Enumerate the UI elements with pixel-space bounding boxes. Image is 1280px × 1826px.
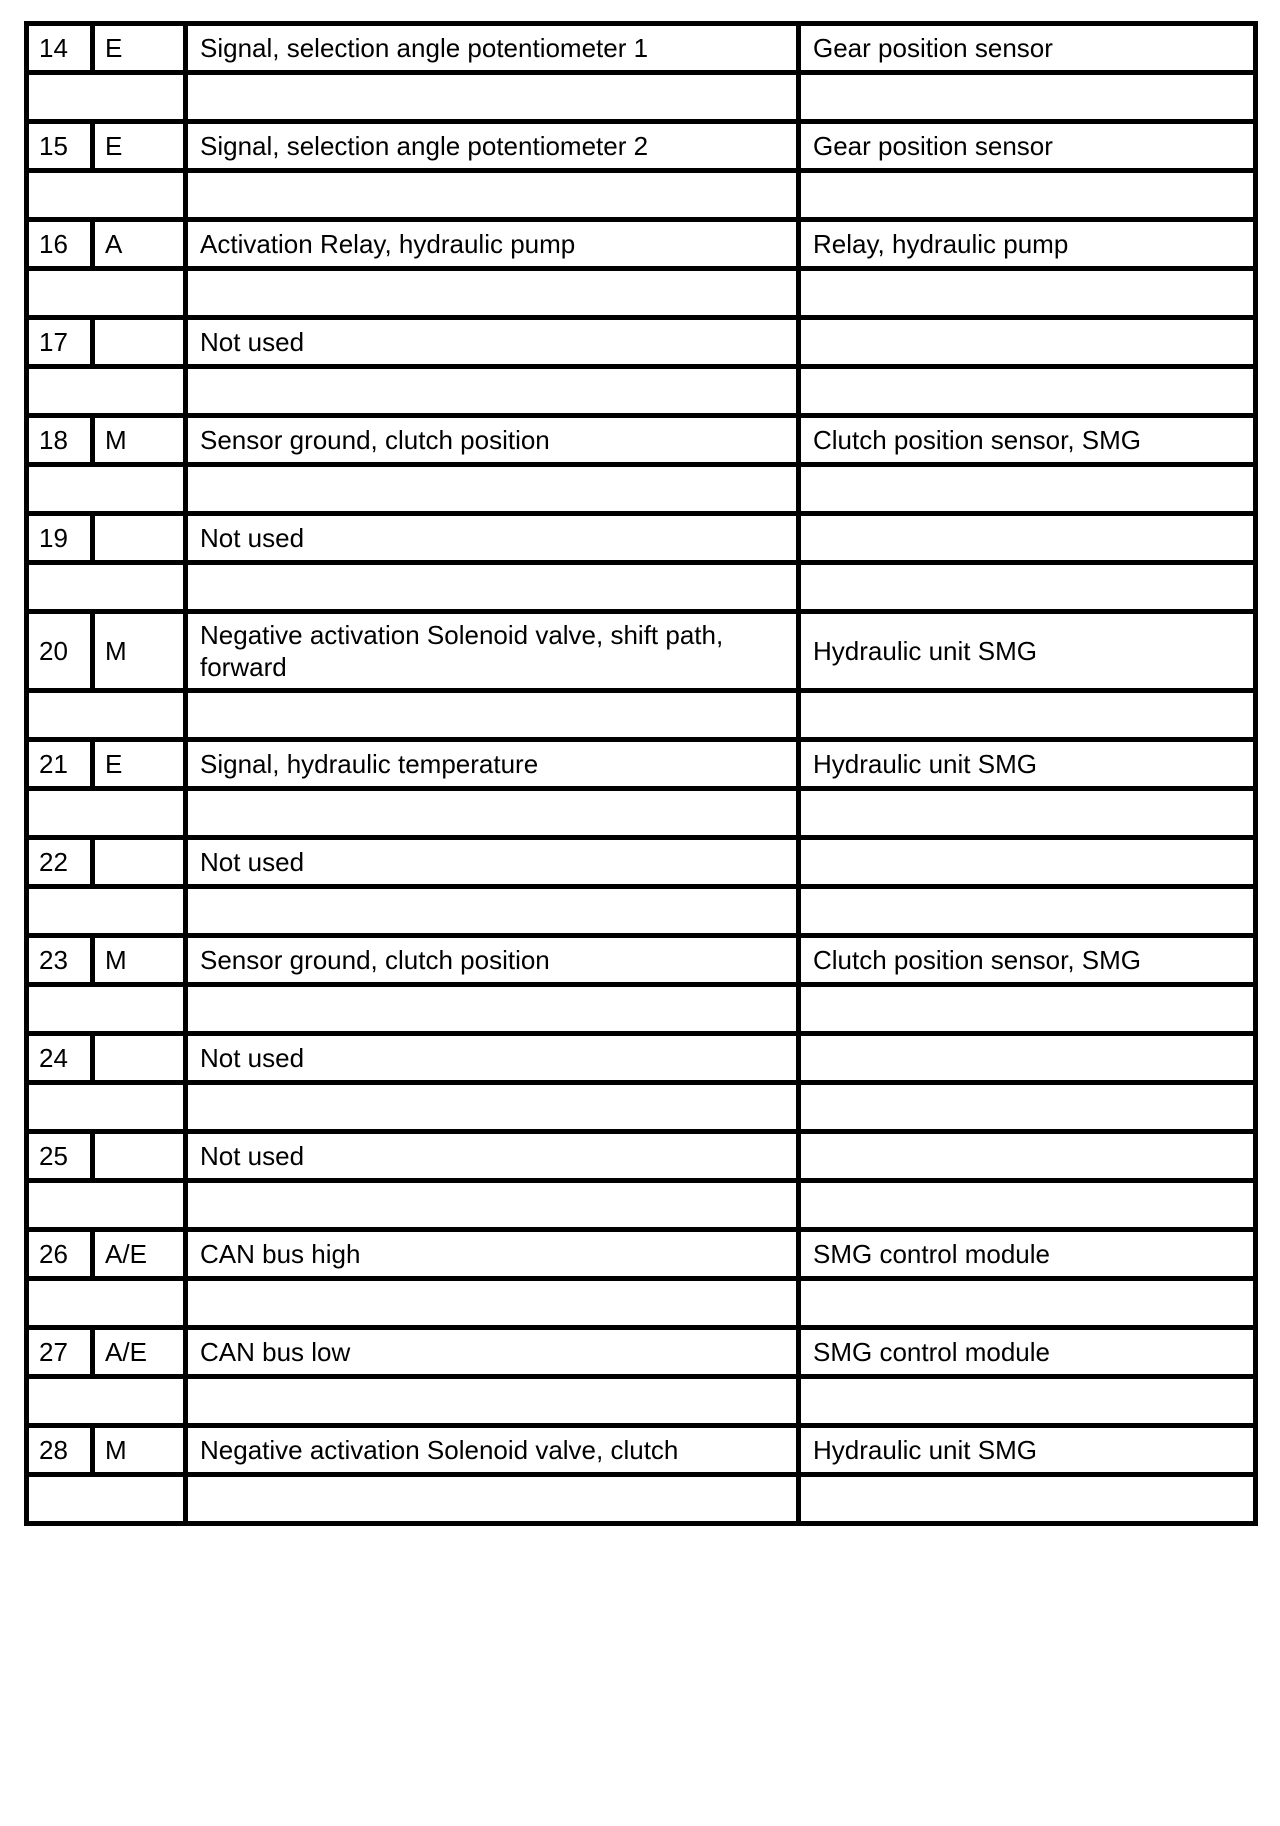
empty-cell bbox=[799, 269, 1256, 318]
signal-type-cell bbox=[93, 838, 186, 887]
description-cell: Not used bbox=[186, 514, 799, 563]
empty-cell bbox=[186, 465, 799, 514]
description-cell: Activation Relay, hydraulic pump bbox=[186, 220, 799, 269]
table-row bbox=[27, 220, 1256, 269]
empty-cell bbox=[27, 367, 186, 416]
table-row bbox=[27, 122, 1256, 171]
description-cell: Not used bbox=[186, 838, 799, 887]
description-cell: Not used bbox=[186, 318, 799, 367]
spacer-row bbox=[27, 269, 1256, 318]
component-cell: Hydraulic unit SMG bbox=[799, 612, 1256, 691]
component-cell: Gear position sensor bbox=[799, 24, 1256, 73]
spacer-row bbox=[27, 367, 1256, 416]
component-cell bbox=[799, 1034, 1256, 1083]
table-row bbox=[27, 740, 1256, 789]
empty-cell bbox=[27, 985, 186, 1034]
signal-type-cell: A bbox=[93, 220, 186, 269]
spacer-row bbox=[27, 985, 1256, 1034]
empty-cell bbox=[27, 73, 186, 122]
empty-cell bbox=[799, 789, 1256, 838]
empty-cell bbox=[186, 563, 799, 612]
signal-type-cell: A/E bbox=[93, 1328, 186, 1377]
component-cell: Hydraulic unit SMG bbox=[799, 1426, 1256, 1475]
spacer-row bbox=[27, 691, 1256, 740]
description-cell: Negative activation Solenoid valve, clutch bbox=[186, 1426, 799, 1475]
empty-cell bbox=[27, 1279, 186, 1328]
component-cell: SMG control module bbox=[799, 1230, 1256, 1279]
empty-cell bbox=[186, 691, 799, 740]
signal-type-cell bbox=[93, 318, 186, 367]
pin-number-cell: 23 bbox=[27, 936, 93, 985]
spacer-row bbox=[27, 563, 1256, 612]
empty-cell bbox=[27, 789, 186, 838]
pin-number-cell: 21 bbox=[27, 740, 93, 789]
empty-cell bbox=[799, 171, 1256, 220]
spacer-row bbox=[27, 1279, 1256, 1328]
signal-type-cell: M bbox=[93, 1426, 186, 1475]
table-row bbox=[27, 1034, 1256, 1083]
empty-cell bbox=[27, 171, 186, 220]
empty-cell bbox=[186, 1377, 799, 1426]
table-row bbox=[27, 318, 1256, 367]
spacer-row bbox=[27, 789, 1256, 838]
empty-cell bbox=[27, 1083, 186, 1132]
spacer-row bbox=[27, 465, 1256, 514]
description-cell: Sensor ground, clutch position bbox=[186, 416, 799, 465]
empty-cell bbox=[27, 1475, 186, 1524]
description-cell: Not used bbox=[186, 1034, 799, 1083]
empty-cell bbox=[27, 691, 186, 740]
description-cell: Signal, selection angle potentiometer 1 bbox=[186, 24, 799, 73]
empty-cell bbox=[186, 269, 799, 318]
component-cell: Clutch position sensor, SMG bbox=[799, 416, 1256, 465]
pin-number-cell: 15 bbox=[27, 122, 93, 171]
table-row bbox=[27, 1328, 1256, 1377]
spacer-row bbox=[27, 171, 1256, 220]
table-row bbox=[27, 514, 1256, 563]
empty-cell bbox=[186, 1181, 799, 1230]
pin-number-cell: 25 bbox=[27, 1132, 93, 1181]
pin-number-cell: 28 bbox=[27, 1426, 93, 1475]
component-cell: Gear position sensor bbox=[799, 122, 1256, 171]
table-row bbox=[27, 612, 1256, 691]
table-row bbox=[27, 838, 1256, 887]
empty-cell bbox=[799, 1377, 1256, 1426]
spacer-row bbox=[27, 887, 1256, 936]
empty-cell bbox=[186, 887, 799, 936]
description-cell: Signal, hydraulic temperature bbox=[186, 740, 799, 789]
empty-cell bbox=[27, 1377, 186, 1426]
empty-cell bbox=[799, 1083, 1256, 1132]
pin-number-cell: 17 bbox=[27, 318, 93, 367]
spacer-row bbox=[27, 1377, 1256, 1426]
empty-cell bbox=[186, 789, 799, 838]
pin-number-cell: 14 bbox=[27, 24, 93, 73]
pin-number-cell: 19 bbox=[27, 514, 93, 563]
description-cell: CAN bus low bbox=[186, 1328, 799, 1377]
empty-cell bbox=[27, 563, 186, 612]
signal-type-cell: E bbox=[93, 24, 186, 73]
empty-cell bbox=[799, 1181, 1256, 1230]
pin-table-body bbox=[27, 24, 1256, 1524]
spacer-row bbox=[27, 1083, 1256, 1132]
empty-cell bbox=[799, 691, 1256, 740]
pin-number-cell: 26 bbox=[27, 1230, 93, 1279]
component-cell: SMG control module bbox=[799, 1328, 1256, 1377]
empty-cell bbox=[27, 465, 186, 514]
empty-cell bbox=[186, 1083, 799, 1132]
empty-cell bbox=[799, 563, 1256, 612]
empty-cell bbox=[799, 985, 1256, 1034]
component-cell bbox=[799, 1132, 1256, 1181]
signal-type-cell: M bbox=[93, 612, 186, 691]
signal-type-cell bbox=[93, 1132, 186, 1181]
empty-cell bbox=[27, 269, 186, 318]
pin-assignment-table bbox=[24, 21, 1258, 1526]
signal-type-cell: E bbox=[93, 740, 186, 789]
empty-cell bbox=[186, 367, 799, 416]
table-row bbox=[27, 24, 1256, 73]
spacer-row bbox=[27, 73, 1256, 122]
table-row bbox=[27, 936, 1256, 985]
empty-cell bbox=[799, 465, 1256, 514]
signal-type-cell: E bbox=[93, 122, 186, 171]
pin-number-cell: 24 bbox=[27, 1034, 93, 1083]
empty-cell bbox=[27, 887, 186, 936]
signal-type-cell: M bbox=[93, 416, 186, 465]
component-cell bbox=[799, 318, 1256, 367]
empty-cell bbox=[799, 73, 1256, 122]
table-row bbox=[27, 1132, 1256, 1181]
pin-number-cell: 18 bbox=[27, 416, 93, 465]
table-row bbox=[27, 1426, 1256, 1475]
component-cell bbox=[799, 838, 1256, 887]
description-cell: Negative activation Solenoid valve, shift path, forward bbox=[186, 612, 799, 691]
component-cell: Relay, hydraulic pump bbox=[799, 220, 1256, 269]
empty-cell bbox=[799, 367, 1256, 416]
empty-cell bbox=[27, 1181, 186, 1230]
signal-type-cell bbox=[93, 514, 186, 563]
signal-type-cell: M bbox=[93, 936, 186, 985]
description-cell: Signal, selection angle potentiometer 2 bbox=[186, 122, 799, 171]
empty-cell bbox=[186, 985, 799, 1034]
pin-number-cell: 16 bbox=[27, 220, 93, 269]
pin-number-cell: 22 bbox=[27, 838, 93, 887]
table-row bbox=[27, 416, 1256, 465]
component-cell: Clutch position sensor, SMG bbox=[799, 936, 1256, 985]
empty-cell bbox=[799, 1475, 1256, 1524]
empty-cell bbox=[186, 1475, 799, 1524]
table-row bbox=[27, 1230, 1256, 1279]
spacer-row bbox=[27, 1181, 1256, 1230]
description-cell: CAN bus high bbox=[186, 1230, 799, 1279]
pin-number-cell: 27 bbox=[27, 1328, 93, 1377]
empty-cell bbox=[799, 887, 1256, 936]
empty-cell bbox=[799, 1279, 1256, 1328]
component-cell bbox=[799, 514, 1256, 563]
component-cell: Hydraulic unit SMG bbox=[799, 740, 1256, 789]
signal-type-cell: A/E bbox=[93, 1230, 186, 1279]
spacer-row bbox=[27, 1475, 1256, 1524]
description-cell: Sensor ground, clutch position bbox=[186, 936, 799, 985]
description-cell: Not used bbox=[186, 1132, 799, 1181]
signal-type-cell bbox=[93, 1034, 186, 1083]
empty-cell bbox=[186, 171, 799, 220]
empty-cell bbox=[186, 1279, 799, 1328]
empty-cell bbox=[186, 73, 799, 122]
pin-number-cell: 20 bbox=[27, 612, 93, 691]
